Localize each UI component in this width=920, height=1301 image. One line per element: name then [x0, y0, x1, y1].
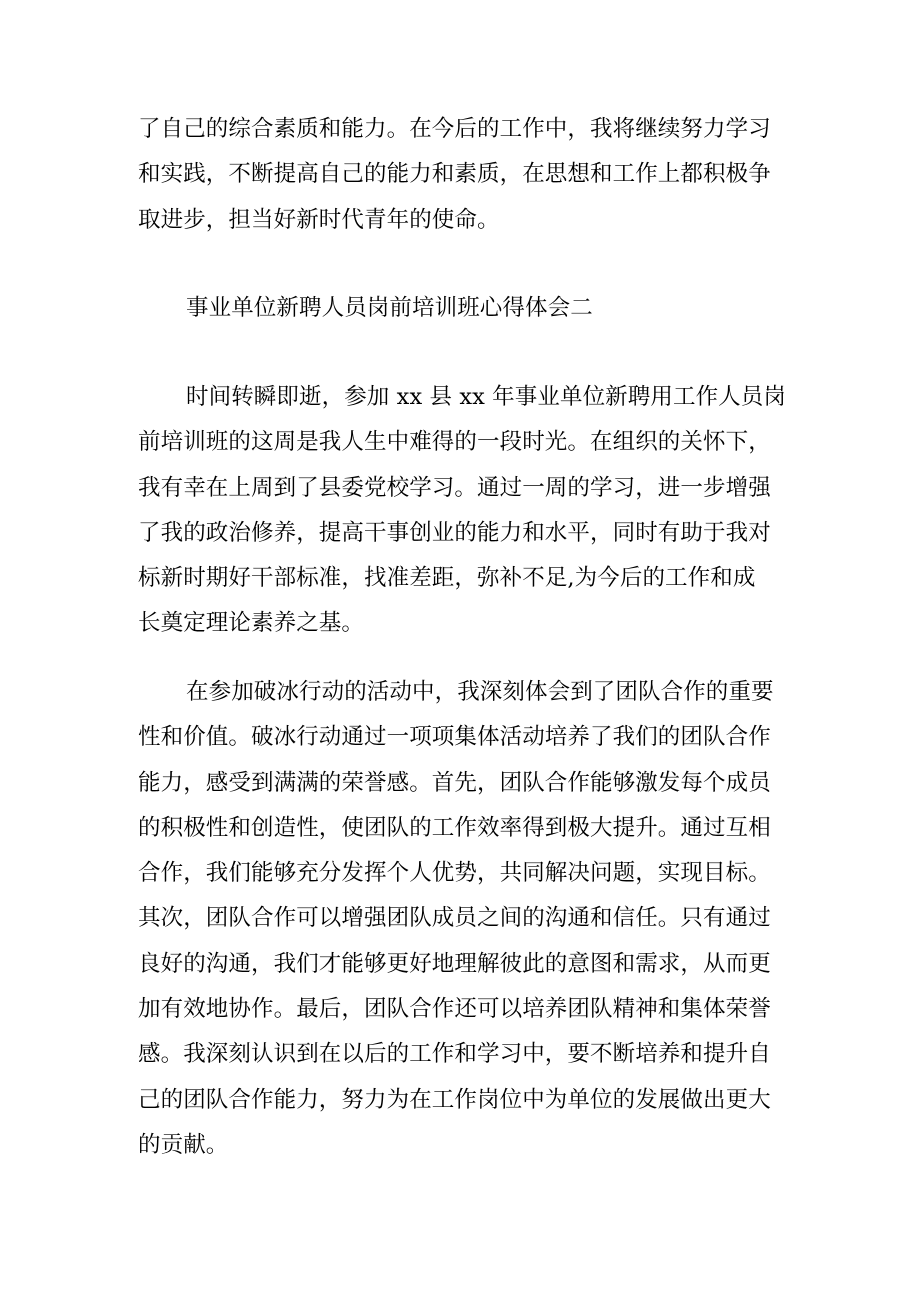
paragraph-line: 时间转瞬即逝，参加 xx 县 xx 年事业单位新聘用工作人员岗 — [186, 384, 786, 410]
paragraph-line: 的积极性和创造性，使团队的工作效率得到极大提升。通过互相 — [138, 814, 771, 841]
paragraph-1 — [138, 375, 798, 647]
paragraph-line: 前培训班的这周是我人生中难得的一段时光。在组织的关怀下， — [138, 429, 771, 456]
paragraph-line: 合作，我们能够充分发挥个人优势，共同解决问题，实现目标。 — [138, 860, 771, 887]
paragraph-line: 和实践，不断提高自己的能力和素质，在思想和工作上都积极争 — [138, 161, 771, 188]
paragraph-2 — [138, 670, 798, 1168]
paragraph-line: 标新时期好干部标准，找准差距，弥补不足,为今后的工作和成 — [138, 565, 756, 592]
paragraph-line: 了自己的综合素质和能力。在今后的工作中，我将继续努力学习 — [138, 116, 771, 142]
paragraph-line: 良好的沟通，我们才能够更好地理解彼此的意图和需求，从而更 — [138, 950, 771, 977]
paragraph-line: 我有幸在上周到了县委党校学习。通过一周的学习，进一步增强 — [138, 474, 771, 501]
paragraph-line: 取进步，担当好新时代青年的使命。 — [138, 206, 500, 233]
intro-paragraph — [138, 107, 798, 243]
paragraph-line: 了我的政治修养，提高干事创业的能力和水平，同时有助于我对 — [138, 519, 771, 546]
section-heading — [138, 286, 798, 331]
paragraph-line: 加有效地协作。最后，团队合作还可以培养团队精神和集体荣誉 — [138, 996, 771, 1023]
paragraph-line: 己的团队合作能力，努力为在工作岗位中为单位的发展做出更大 — [138, 1086, 771, 1113]
paragraph-line: 感。我深刻认识到在以后的工作和学习中，要不断培养和提升自 — [138, 1041, 771, 1068]
paragraph-line: 其次，团队合作可以增强团队成员之间的沟通和信任。只有通过 — [138, 905, 771, 932]
paragraph-line: 的贡献。 — [138, 1131, 229, 1158]
paragraph-line: 在参加破冰行动的活动中，我深刻体会到了团队合作的重要 — [186, 679, 774, 705]
section-title: 事业单位新聘人员岗前培训班心得体会二 — [186, 295, 593, 321]
paragraph-line: 能力，感受到满满的荣誉感。首先，团队合作能够激发每个成员 — [138, 769, 771, 796]
paragraph-line: 长奠定理论素养之基。 — [138, 610, 365, 637]
paragraph-line: 性和价值。破冰行动通过一项项集体活动培养了我们的团队合作 — [138, 724, 771, 751]
